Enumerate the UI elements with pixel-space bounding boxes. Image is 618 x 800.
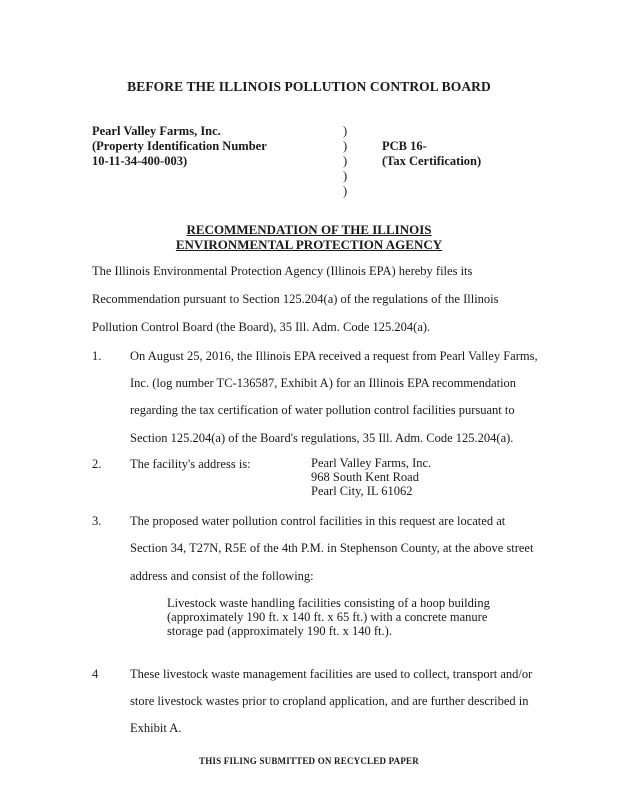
para-4-line: Exhibit A. (130, 721, 182, 735)
caption-petitioner: Pearl Valley Farms, Inc. (92, 124, 221, 138)
case-type: (Tax Certification) (382, 154, 482, 168)
caption-paren: ) (343, 154, 348, 168)
case-number: PCB 16- (382, 139, 427, 153)
caption-paren: ) (343, 124, 348, 138)
para-3-number: 3. (92, 514, 102, 528)
address-line: Pearl Valley Farms, Inc. (311, 456, 432, 470)
para-1-line: Section 125.204(a) of the Board's regulations, 35 Ill. Adm. Code 125.204(a). (130, 431, 514, 445)
para-2-number: 2. (92, 457, 102, 471)
para-4-line: store livestock wastes prior to cropland application, and are further described in (130, 694, 529, 708)
para-4-line: These livestock waste management facilities are used to collect, transport and/or (130, 667, 533, 681)
address-line: Pearl City, IL 61062 (311, 484, 413, 498)
para-3-line: address and consist of the following: (130, 569, 314, 583)
caption-paren: ) (343, 169, 348, 183)
para-1-number: 1. (92, 349, 102, 363)
facility-description-line: Livestock waste handling facilities consisting of a hoop building (167, 596, 490, 610)
caption-paren: ) (343, 184, 348, 198)
para-3-line: Section 34, T27N, R5E of the 4th P.M. in Stephenson County, at the above street (130, 541, 534, 555)
para-3-line: The proposed water pollution control facilities in this request are located at (130, 514, 506, 528)
caption-paren: ) (343, 139, 348, 153)
facility-address-label: The facility's address is: (130, 457, 251, 471)
para-4-number: 4 (92, 667, 99, 681)
intro-line: Recommendation pursuant to Section 125.204(a) of the regulations of the Illinois (92, 292, 499, 306)
address-line: 968 South Kent Road (311, 470, 419, 484)
intro-line: Pollution Control Board (the Board), 35 Ill. Adm. Code 125.204(a). (92, 320, 431, 334)
caption-property-id-number: 10-11-34-400-003) (92, 154, 188, 168)
para-1-line: On August 25, 2016, the Illinois EPA received a request from Pearl Valley Farms, (130, 349, 538, 363)
board-heading: BEFORE THE ILLINOIS POLLUTION CONTROL BOARD (127, 79, 491, 94)
facility-description-line: storage pad (approximately 190 ft. x 140 ft.). (167, 624, 392, 638)
para-1-line: Inc. (log number TC-136587, Exhibit A) for an Illinois EPA recommendation (130, 376, 517, 390)
facility-description-line: (approximately 190 ft. x 140 ft. x 65 ft.) with a concrete manure (167, 610, 488, 624)
para-1-line: regarding the tax certification of water pollution control facilities pursuant to (130, 403, 515, 417)
intro-line: The Illinois Environmental Protection Agency (Illinois EPA) hereby files its (92, 264, 473, 278)
recycled-paper-footer: THIS FILING SUBMITTED ON RECYCLED PAPER (199, 756, 419, 766)
document-title-line-1: RECOMMENDATION OF THE ILLINOIS (186, 222, 432, 237)
document-title-line-2: ENVIRONMENTAL PROTECTION AGENCY (175, 237, 443, 252)
caption-property-id-label: (Property Identification Number (92, 139, 267, 153)
